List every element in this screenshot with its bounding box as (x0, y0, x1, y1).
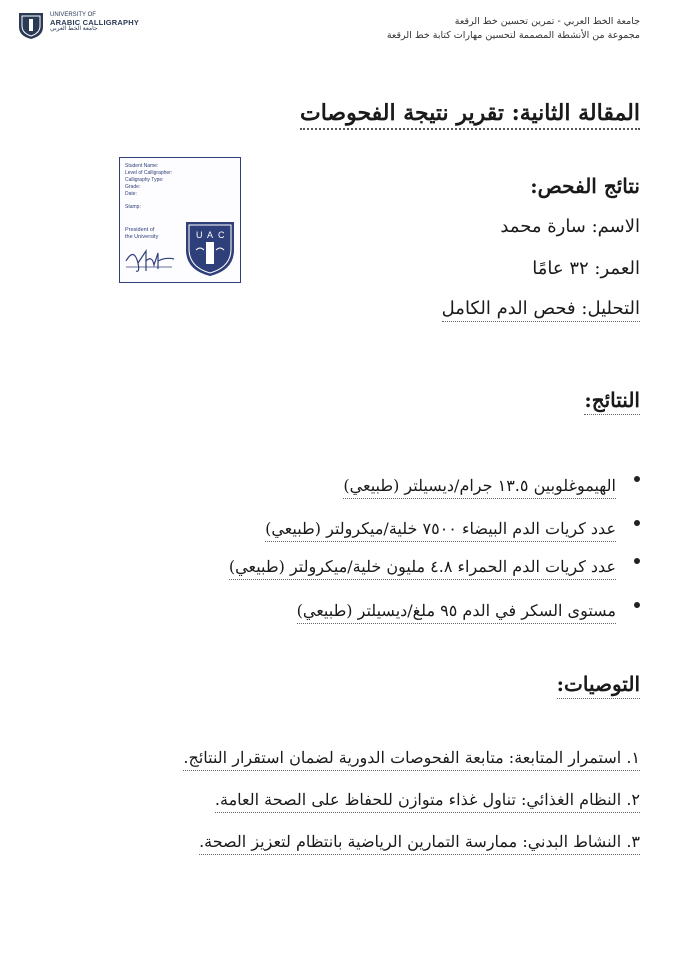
recommendation-item: ١. استمرار المتابعة: متابعة الفحوصات الدورية لضمان استقرار النتائج. (183, 748, 640, 771)
bullet-icon (634, 476, 640, 482)
seal-letter-c: C (218, 230, 225, 240)
signature-icon (124, 243, 176, 277)
result-item: الهيموغلوبين ١٣.٥ جرام/ديسيلتر (طبيعي) (343, 476, 616, 499)
recommendations-section-heading: التوصيات: (557, 672, 640, 699)
results-section-heading: النتائج: (584, 388, 640, 415)
cert-field-level: Level of Calligrapher: (125, 170, 173, 176)
exam-section-heading: نتائج الفحص: (530, 174, 640, 198)
certificate-stamp-card (119, 157, 241, 283)
seal-letter-u: U (196, 230, 203, 240)
header-subtitle: مجموعة من الأنشطة المصممة لتحسين مهارات كتابة خط الرقعة (386, 30, 640, 41)
result-item: مستوى السكر في الدم ٩٥ ملغ/ديسيلتر (طبيعي) (297, 601, 616, 624)
page-title: المقالة الثانية: تقرير نتيجة الفحوصات (300, 100, 640, 130)
recommendation-item: ٢. النظام الغذائي: تناول غذاء متوازن للحفاظ على الصحة العامة. (215, 790, 640, 813)
cert-field-student-name: Student Name: (125, 163, 159, 169)
seal-letter-a: A (207, 230, 214, 240)
cert-field-date: Date: (125, 191, 137, 197)
patient-name: الاسم: سارة محمد (500, 216, 640, 237)
page-header (0, 0, 690, 52)
bullet-icon (634, 558, 640, 564)
cert-field-stamp: Stamp: (125, 204, 141, 210)
university-seal-icon (184, 220, 236, 278)
bullet-icon (634, 602, 640, 608)
recommendation-item: ٣. النشاط البدني: ممارسة التمارين الرياضية بانتظام لتعزيز الصحة. (199, 832, 640, 855)
analysis-type: التحليل: فحص الدم الكامل (442, 298, 640, 322)
bullet-icon (634, 520, 640, 526)
result-item: عدد كريات الدم البيضاء ٧٥٠٠ خلية/ميكرولتر (طبيعي) (265, 519, 616, 542)
cert-field-grade: Grade: (125, 184, 141, 190)
patient-age: العمر: ٣٢ عامًا (532, 258, 640, 279)
logo-text: UNIVERSITY OF ARABIC CALLIGRAPHY جامعة الخط العربي (50, 12, 140, 32)
cert-field-type: Calligraphy Type: (125, 177, 164, 183)
result-item: عدد كريات الدم الحمراء ٤.٨ مليون خلية/ميكرولتر (طبيعي) (229, 557, 616, 580)
header-course-title: جامعة الخط العربي - تمرين تحسين خط الرقعة (454, 16, 640, 27)
university-logo-icon (16, 10, 46, 40)
cert-president-label: President of the University (125, 227, 159, 240)
